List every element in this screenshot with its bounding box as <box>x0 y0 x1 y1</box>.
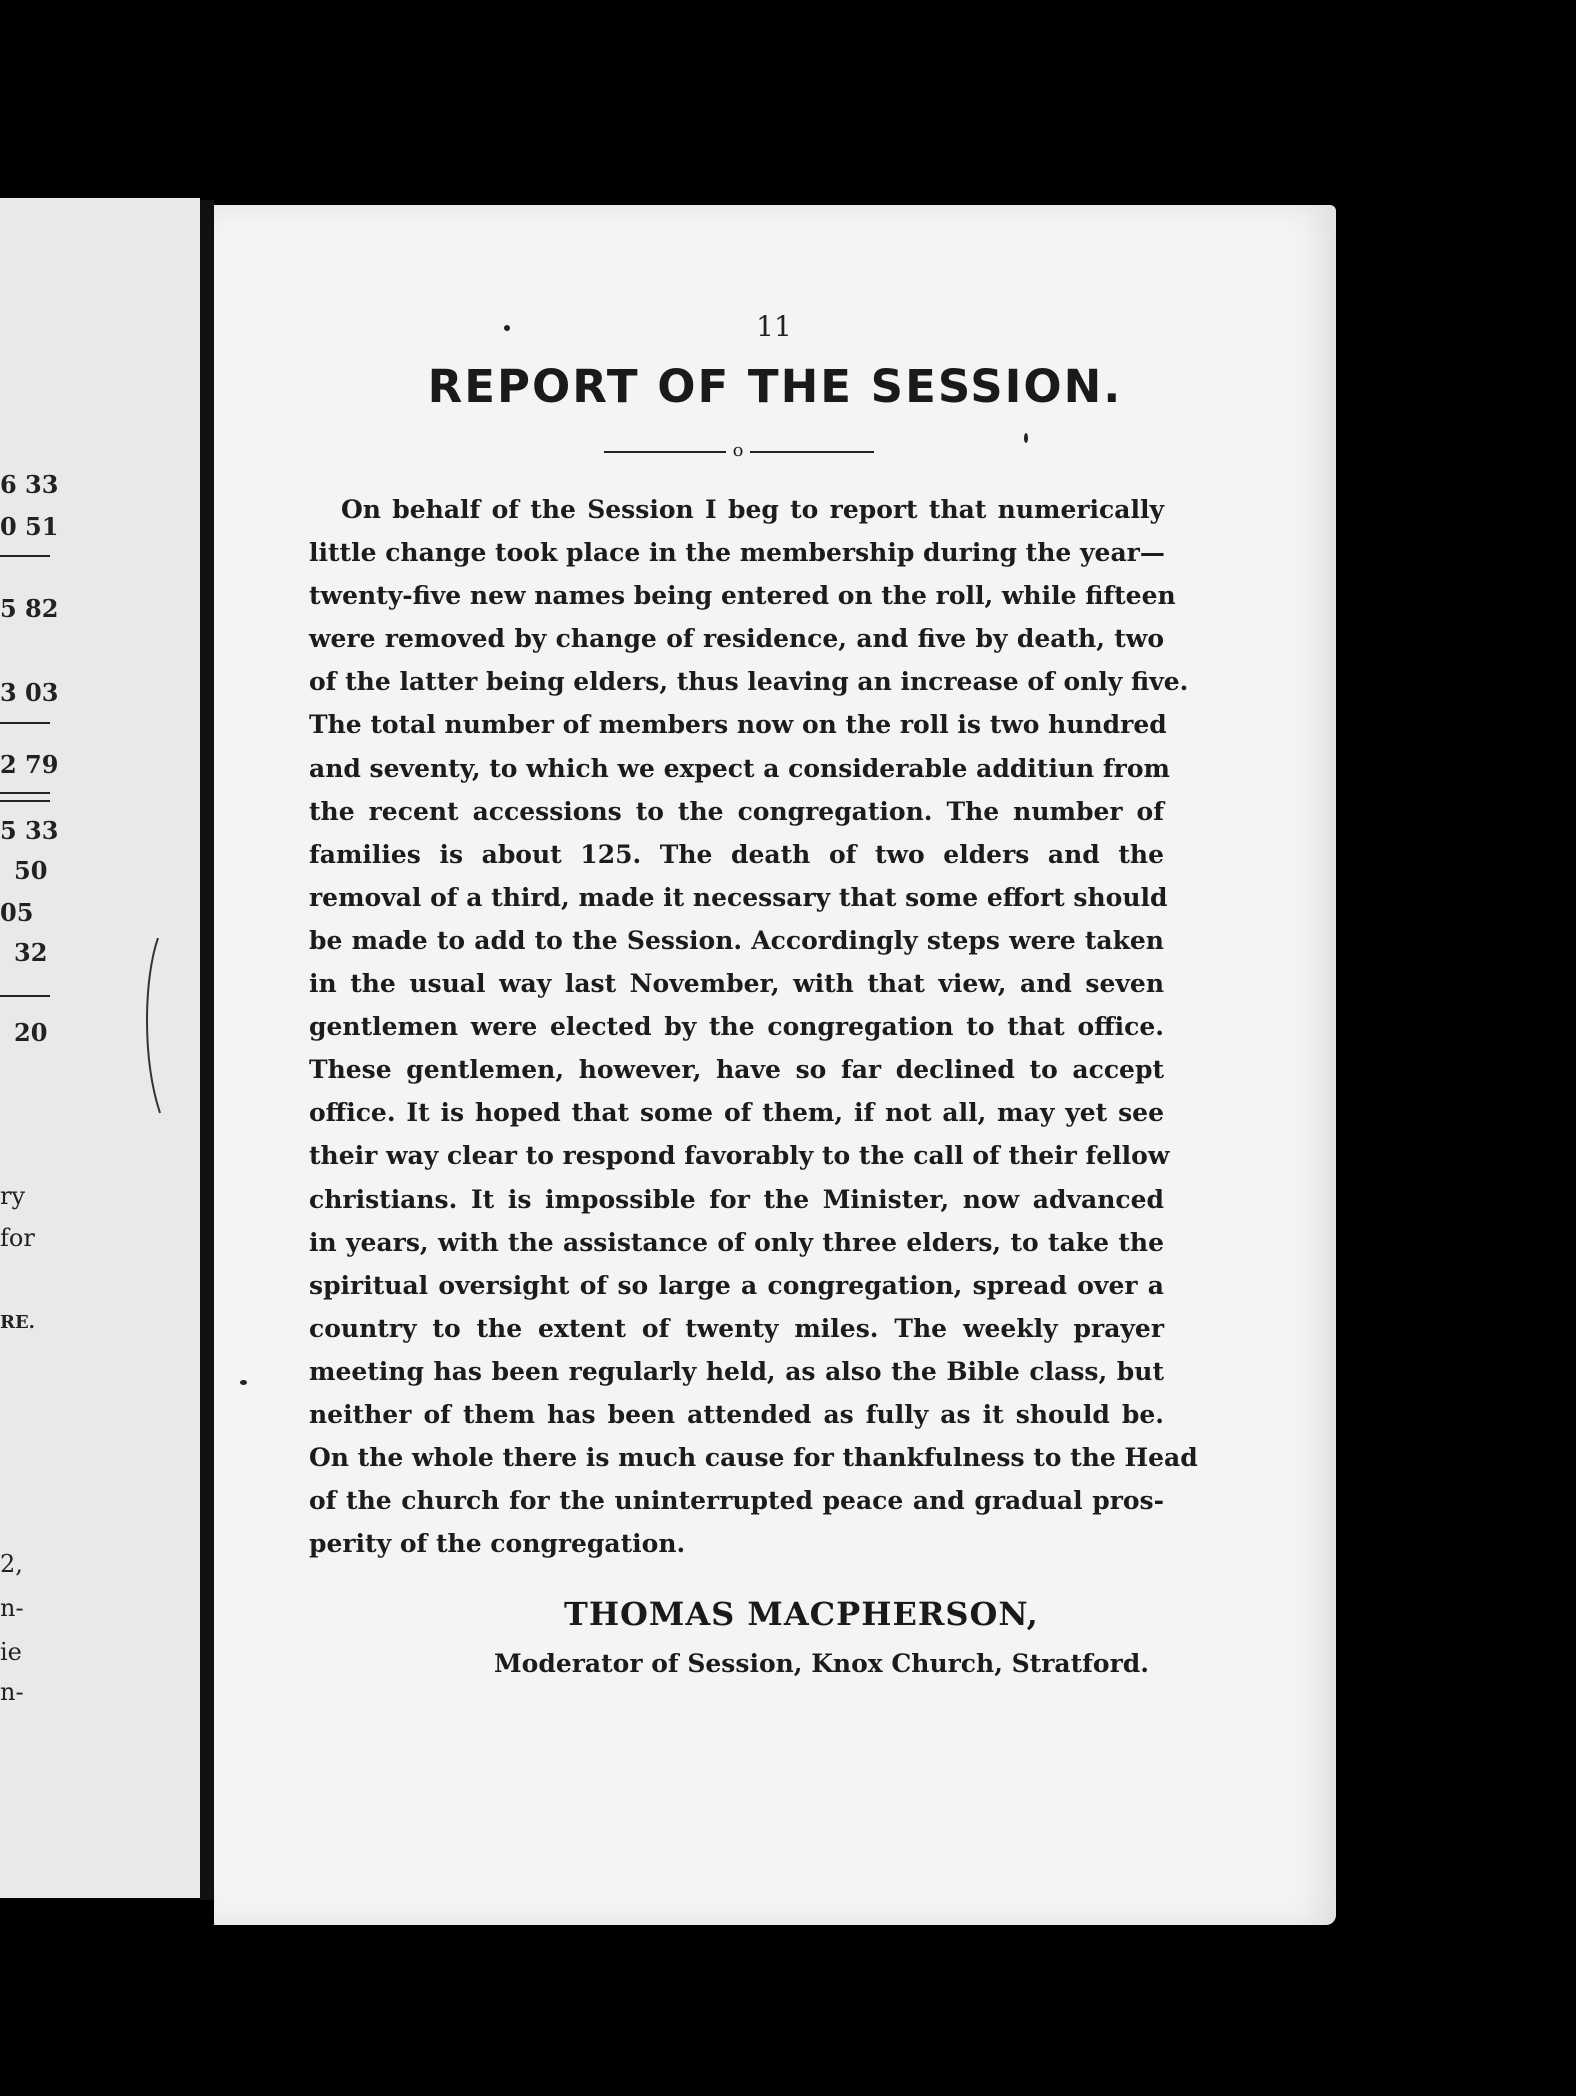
ornament-circle: o <box>732 440 744 461</box>
facing-page-rule <box>0 995 50 997</box>
body-line: perity of the congregation. <box>309 1529 686 1559</box>
body-line: office. It is hoped that some of them, if not all, may yet see <box>309 1098 1164 1128</box>
facing-page-rule <box>0 555 50 557</box>
ink-speck <box>240 1380 247 1385</box>
body-line: and seventy, to which we expect a considerable additiun from <box>309 753 1170 783</box>
facing-page-fragment: for <box>0 1224 35 1252</box>
body-line: families is about 125. The death of two elders and the <box>309 839 1164 869</box>
body-line: of the church for the uninterrupted peace and gradual pros- <box>309 1486 1164 1516</box>
ink-speck <box>504 325 510 331</box>
facing-page-fragment: 32 <box>14 938 48 967</box>
pencil-mark <box>140 938 170 1118</box>
body-line: removal of a third, made it necessary that some effort should <box>309 882 1168 912</box>
body-line: their way clear to respond favorably to the call of their fellow <box>309 1141 1170 1171</box>
facing-page <box>0 198 200 1898</box>
page-number: 11 <box>756 310 792 343</box>
facing-page-fragment: ry <box>0 1182 26 1210</box>
body-line: neither of them has been attended as fully as it should be. <box>309 1399 1164 1429</box>
facing-page-fragment: 50 <box>14 856 48 885</box>
facing-page-fragment: RE. <box>0 1312 35 1333</box>
body-line: in the usual way last November, with that view, and seven <box>309 969 1164 999</box>
body-line: christians. It is impossible for the Minister, now advanced <box>309 1184 1164 1214</box>
signature-name: THOMAS MACPHERSON, <box>564 1595 1039 1633</box>
body-line: little change took place in the membership during the year— <box>309 538 1165 568</box>
facing-page-fragment: ie <box>0 1638 22 1666</box>
body-line: in years, with the assistance of only three elders, to take the <box>309 1227 1164 1257</box>
title-rule-ornament <box>604 441 874 461</box>
body-line: of the latter being elders, thus leaving an increase of only five. <box>309 667 1189 697</box>
page-gutter <box>200 200 214 1900</box>
ornament-line-left <box>604 451 726 453</box>
body-line: the recent accessions to the congregation. The number of <box>309 796 1164 826</box>
body-line: meeting has been regularly held, as also the Bible class, but <box>309 1356 1164 1386</box>
page-title: REPORT OF THE SESSION. <box>427 360 1123 413</box>
facing-page-fragment: 2, <box>0 1550 23 1578</box>
facing-page-fragment: 3 03 <box>0 678 59 707</box>
ink-speck <box>1024 433 1028 443</box>
body-line: The total number of members now on the roll is two hundred <box>309 710 1167 740</box>
body-line: were removed by change of residence, and five by death, two <box>309 624 1164 654</box>
facing-page-fragment: n- <box>0 1678 24 1706</box>
facing-page-fragment: 5 33 <box>0 816 59 845</box>
body-line: On the whole there is much cause for thankfulness to the Head <box>309 1443 1198 1473</box>
facing-page-rule <box>0 792 50 802</box>
facing-page-fragment: 05 <box>0 898 34 927</box>
facing-page-fragment: 0 51 <box>0 512 59 541</box>
facing-page-fragment: 5 82 <box>0 594 59 623</box>
body-line: twenty-five new names being entered on the roll, while fifteen <box>309 581 1176 611</box>
facing-page-fragment: 2 79 <box>0 750 59 779</box>
body-line: be made to add to the Session. Accordingly steps were taken <box>309 925 1164 955</box>
facing-page-fragment: n- <box>0 1594 24 1622</box>
body-line: These gentlemen, however, have so far declined to accept <box>309 1055 1164 1085</box>
body-line: gentlemen were elected by the congregation to that office. <box>309 1012 1164 1042</box>
body-line: country to the extent of twenty miles. The weekly prayer <box>309 1313 1164 1343</box>
facing-page-fragment: 6 33 <box>0 470 59 499</box>
ornament-line-right <box>750 451 874 453</box>
body-line: spiritual oversight of so large a congregation, spread over a <box>309 1270 1164 1300</box>
facing-page-rule <box>0 722 50 724</box>
report-body <box>309 488 1198 1565</box>
report-page <box>214 205 1336 1925</box>
facing-page-fragment: 20 <box>14 1018 48 1047</box>
signature-title: Moderator of Session, Knox Church, Stratford. <box>494 1649 1149 1678</box>
body-line: On behalf of the Session I beg to report that numerically <box>341 495 1164 524</box>
